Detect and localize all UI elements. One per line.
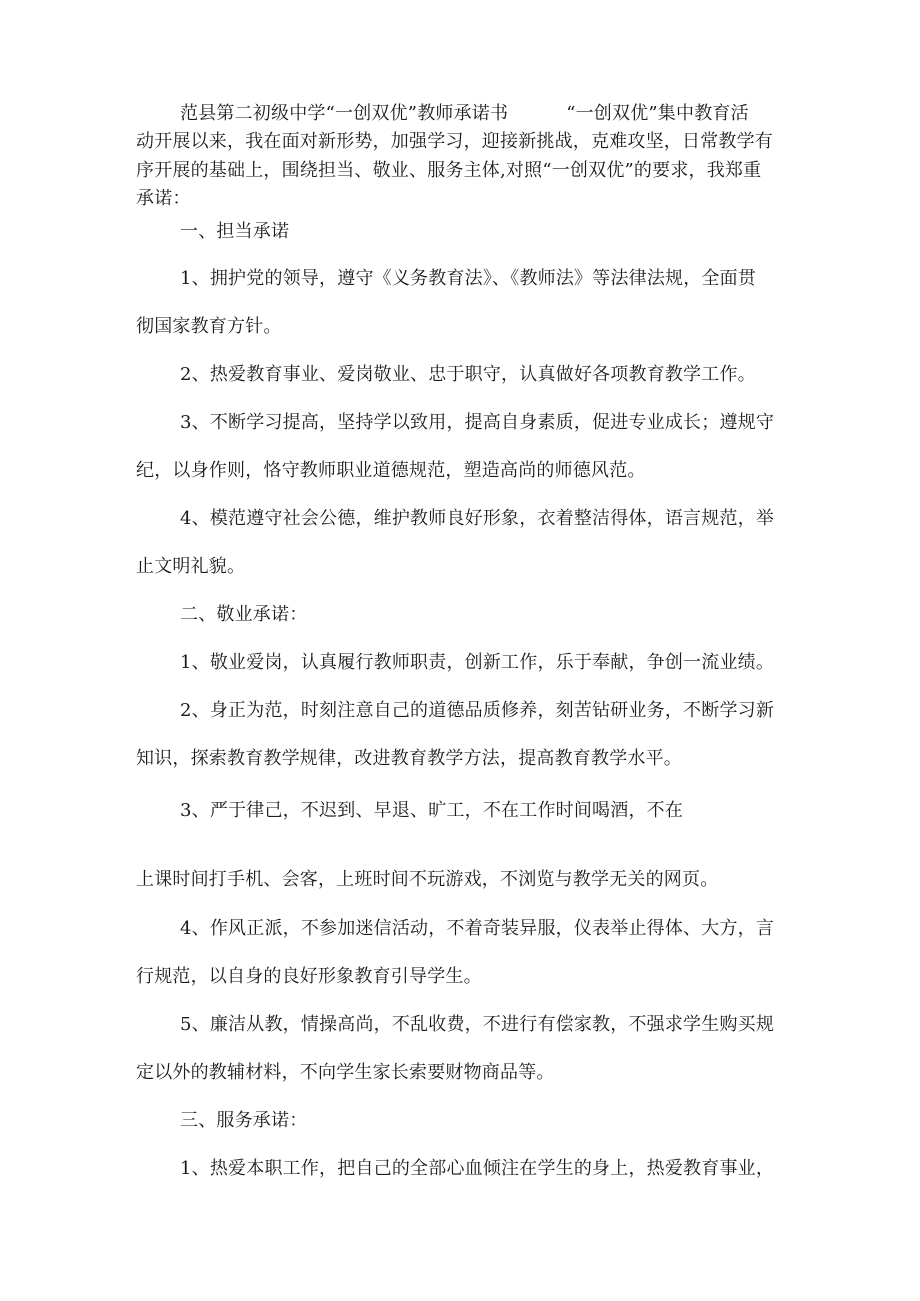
s2-item2-line1: 2、身正为范，时刻注意自己的道德品质修养，刻苦钻研业务，不断学习新: [180, 700, 775, 721]
s2-item5-line2: 定以外的教辅材料，不向学生家长索要财物商品等。: [136, 1062, 555, 1083]
document-title: 范县第二初级中学“一创双优”教师承诺书: [180, 103, 509, 124]
section3-heading: 三、服务承诺：: [180, 1110, 308, 1131]
s3-item1-line1: 1、热爱本职工作，把自己的全部心血倾注在学生的身上，热爱教育事业，: [180, 1158, 775, 1179]
s1-item4-line1: 4、模范遵守社会公德，维护教师良好形象，衣着整洁得体，语言规范，举: [180, 508, 775, 529]
intro-line-4: 承诺：: [136, 188, 191, 209]
s2-item1-line1: 1、敬业爱岗，认真履行教师职责，创新工作，乐于奉献，争创一流业绩。: [180, 652, 775, 673]
s1-item1-line2: 彻国家教育方针。: [136, 316, 282, 337]
intro-line-3: 序开展的基础上，围绕担当、敬业、服务主体,对照“一创双优”的要求，我郑重: [136, 160, 762, 181]
intro-line-2: 动开展以来，我在面对新形势，加强学习，迎接新挑战，克难攻坚，日常教学有: [136, 131, 773, 152]
intro-line-1: [180, 102, 749, 126]
section2-heading: 二、敬业承诺：: [180, 604, 308, 625]
section1-heading: 一、担当承诺: [180, 221, 290, 242]
s2-item4-line1: 4、作风正派，不参加迷信活动，不着奇装异服，仪表举止得体、大方，言: [180, 918, 775, 939]
s2-item3-line2: 上课时间打手机、会客，上班时间不玩游戏，不浏览与教学无关的网页。: [136, 869, 719, 890]
s1-item4-line2: 止文明礼貌。: [136, 556, 246, 577]
s1-item3-line1: 3、不断学习提高，坚持学以致用，提高自身素质，促进专业成长；遵规守: [180, 412, 775, 433]
s1-item3-line2: 纪，以身作则，恪守教师职业道德规范，塑造高尚的师德风范。: [136, 460, 646, 481]
s1-item1-line1: 1、拥护党的领导，遵守《义务教育法》、《教师法》等法律法规，全面贯: [180, 268, 757, 289]
s2-item4-line2: 行规范，以自身的良好形象教育引导学生。: [136, 966, 482, 987]
s1-item2-line1: 2、热爱教育事业、爱岗敬业、忠于职守，认真做好各项教育教学工作。: [180, 364, 756, 385]
intro-text-start: “一创双优”集中教育活: [566, 103, 749, 124]
s2-item5-line1: 5、廉洁从教，情操高尚，不乱收费，不进行有偿家教，不强求学生购买规: [180, 1014, 775, 1035]
s2-item2-line2: 知识，探索教育教学规律，改进教育教学方法，提高教育教学水平。: [136, 748, 682, 769]
s2-item3-line1: 3、严于律己，不迟到、早退、旷工，不在工作时间喝酒，不在: [180, 800, 684, 821]
